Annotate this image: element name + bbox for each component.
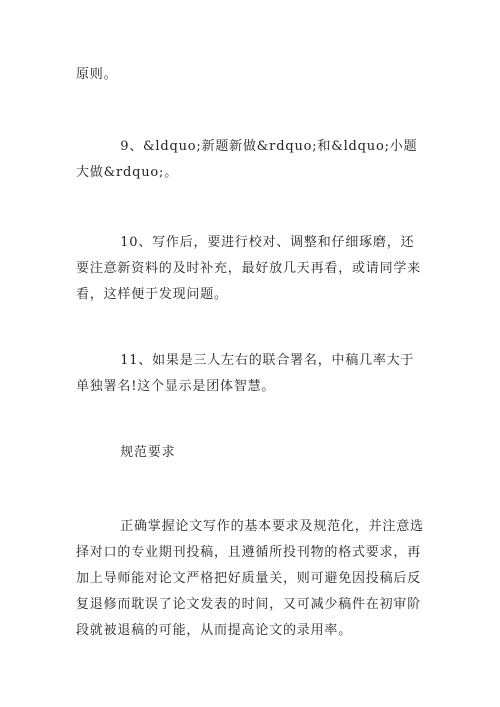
- paragraph-item-10: 10、写作后，要进行校对、调整和仔细琢磨，还要注意新资料的及时补充，最好放几天再看，或请同学来看，这样便于发现问题。: [76, 235, 422, 302]
- section-heading: 规范要求: [120, 445, 176, 460]
- paragraph-closing-principle: 原则。: [76, 67, 118, 82]
- paragraph-norms: 正确掌握论文写作的基本要求及规范化，并注意选择对口的专业期刊投稿，且遵循所投刊物的格式要求，再加上导师能对论文严格把好质量关，则可避免因投稿后反复退修而耽误了论文发表的时间，又可减少稿件在初审阶段就被退稿的可能，从而提高论文的录用率。: [76, 519, 424, 638]
- paragraph-item-11: 11、如果是三人左右的联合署名，中稿几率大于单独署名!这个显示是团体智慧。: [76, 353, 415, 394]
- paragraph-item-9: 9、&ldquo;新题新做&rdquo;和&ldquo;小题大做&rdquo;。: [76, 139, 418, 180]
